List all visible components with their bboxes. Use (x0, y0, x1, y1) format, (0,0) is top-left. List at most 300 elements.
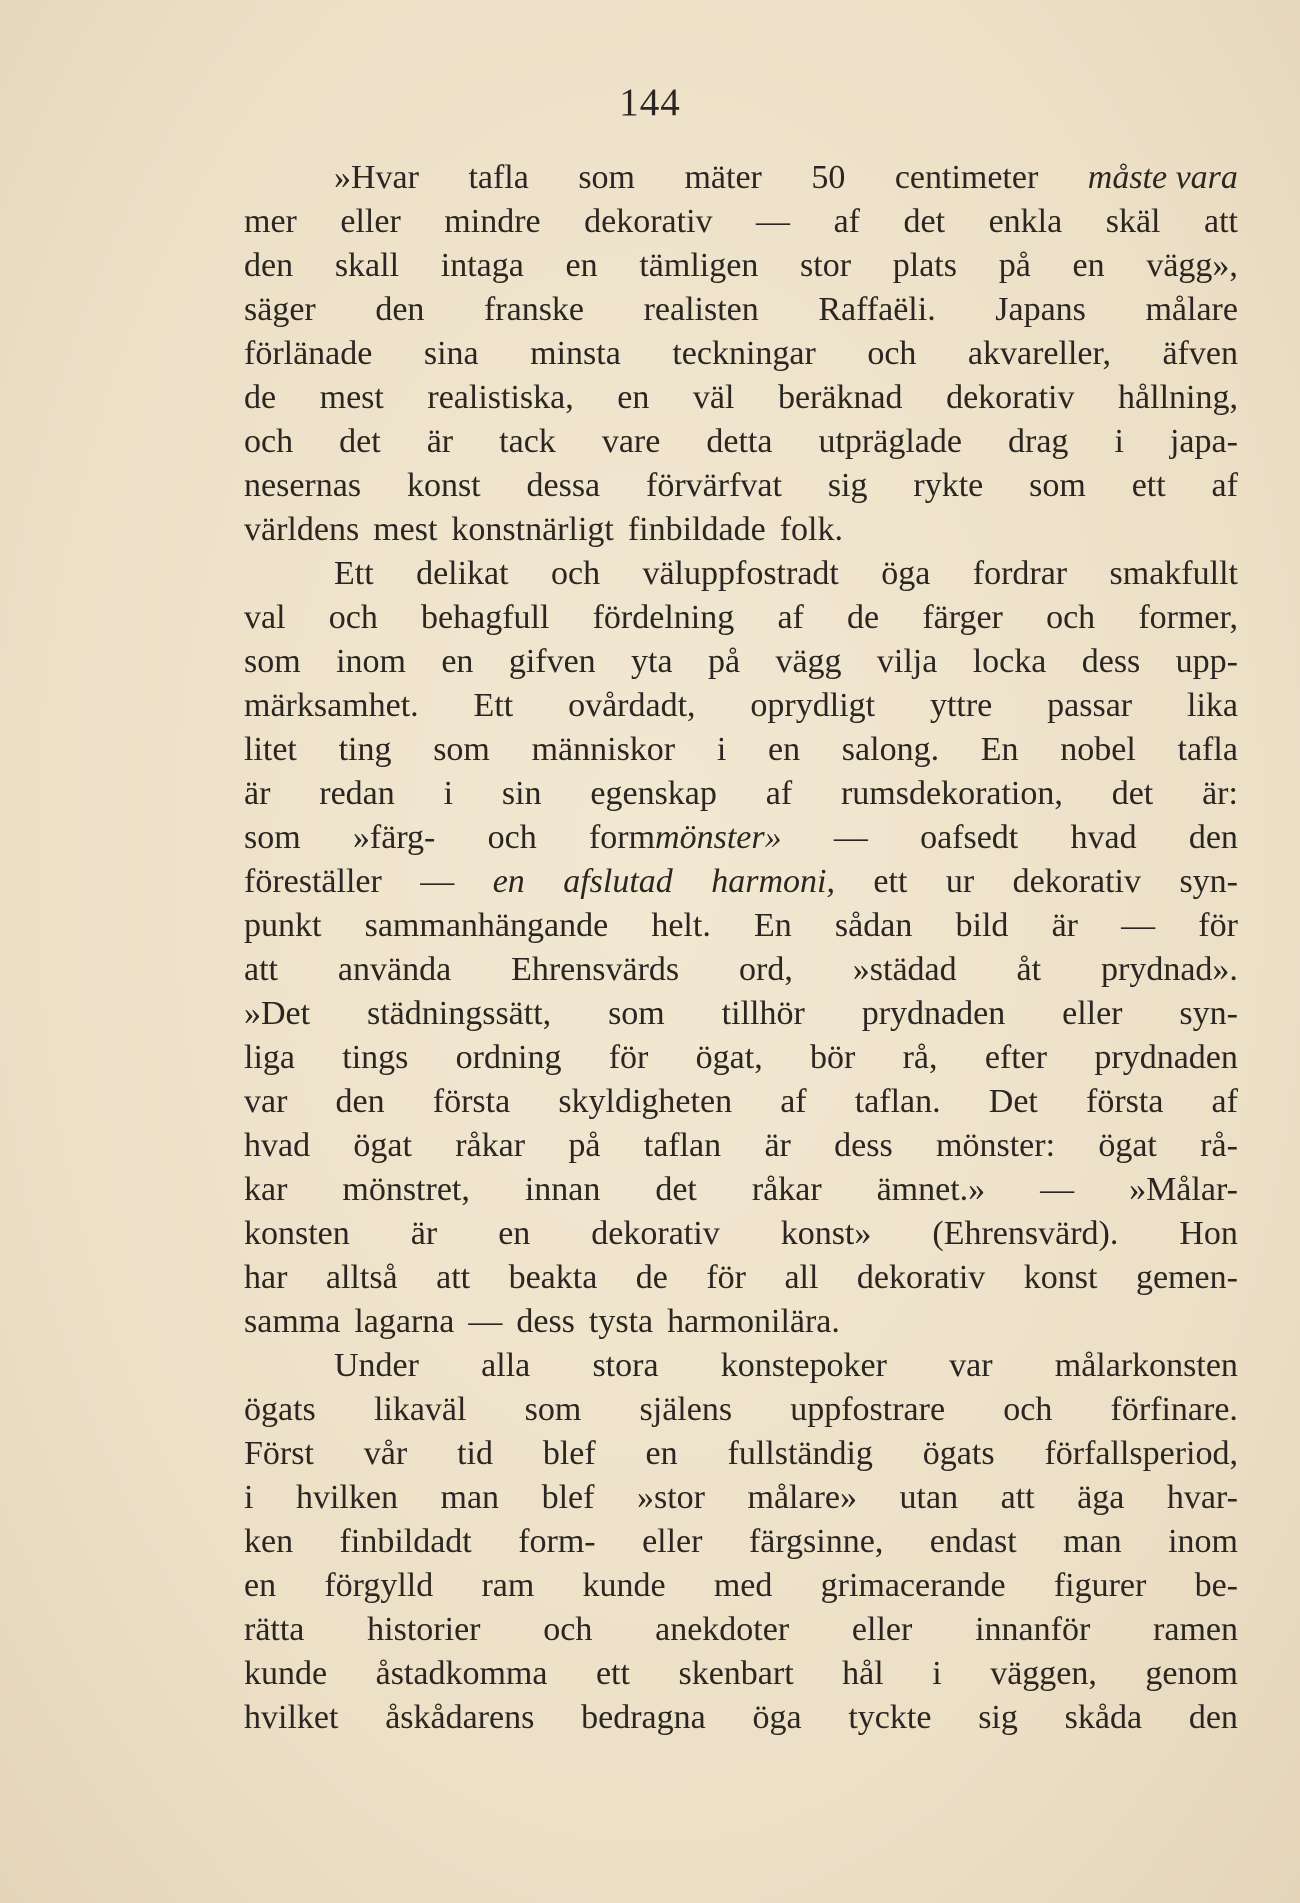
word-part: som (244, 643, 301, 680)
word (1198, 904, 1238, 948)
word-part: en (768, 731, 801, 768)
word-part: tafla (1177, 731, 1238, 768)
word (335, 244, 399, 288)
word (376, 1652, 548, 1696)
word-part: smakfullt (1109, 555, 1238, 592)
text-line (244, 728, 1238, 772)
word (708, 640, 740, 684)
word (451, 508, 613, 552)
word-part: finbildade (627, 511, 766, 548)
word (1195, 1564, 1238, 1608)
word-part: mest (373, 511, 438, 548)
word-part: hvilken (295, 1479, 398, 1516)
word-part: föreställer (244, 863, 382, 900)
word (881, 552, 930, 596)
word-part: enkla (988, 203, 1063, 240)
word (1146, 244, 1238, 288)
word-part: är (764, 1127, 791, 1164)
word-part: i (244, 1479, 254, 1516)
word (244, 1520, 293, 1564)
word (834, 816, 868, 860)
word (855, 1080, 941, 1124)
word-part: åskådarens (385, 1699, 535, 1736)
word-part: som (1029, 467, 1086, 504)
word (900, 1476, 959, 1520)
word-part: utpräglade (818, 423, 962, 460)
word (989, 200, 1063, 244)
word (364, 1432, 407, 1476)
word-part: genom (1145, 1655, 1238, 1692)
word-part: be- (1194, 1567, 1238, 1604)
word-part: drag (1008, 423, 1069, 460)
word (578, 156, 635, 200)
word-part: all (784, 1259, 819, 1296)
word (722, 992, 805, 1036)
word-part: syn- (1179, 995, 1238, 1032)
word-part: fullständig (727, 1435, 873, 1472)
word (775, 640, 841, 684)
word-part: efter (984, 1039, 1048, 1076)
word-part: samma (244, 1303, 341, 1340)
word-part: mest (319, 379, 384, 416)
word (568, 1124, 600, 1168)
word (244, 816, 301, 860)
word-part: en (498, 1215, 531, 1252)
word (342, 1168, 469, 1212)
word-part: dekorativ (591, 1215, 720, 1252)
word (672, 332, 816, 376)
word (920, 816, 1018, 860)
word-part: var (244, 1083, 288, 1120)
text-line (244, 552, 1238, 596)
word-part: sig (978, 1699, 1018, 1736)
word (558, 1080, 732, 1124)
word (968, 332, 1111, 376)
word (752, 1168, 822, 1212)
word-part: som (433, 731, 490, 768)
word-part: den (375, 291, 425, 328)
word (244, 1608, 304, 1652)
word (985, 1036, 1047, 1080)
word (1052, 904, 1078, 948)
word-part: på (998, 247, 1031, 284)
word-part: — (833, 819, 868, 856)
word-part: vilja (876, 643, 938, 680)
word-part: en (645, 1435, 678, 1472)
word-part: rumsdekoration, (840, 775, 1063, 812)
word (1145, 1652, 1238, 1696)
word (1189, 1696, 1238, 1740)
word (340, 1520, 472, 1564)
word-part: franske (483, 291, 585, 328)
word-part: minsta (530, 335, 621, 372)
word-part: delikat (416, 555, 509, 592)
word-part: färgsinne, (748, 1523, 884, 1560)
word-part: vår (363, 1435, 408, 1472)
word-part: världens (244, 511, 360, 548)
word (244, 1564, 276, 1608)
word-part: harmonilära. (667, 1303, 840, 1340)
text-line (244, 1036, 1238, 1080)
word-part: mönstret, (342, 1171, 470, 1208)
word (1179, 992, 1238, 1036)
word-part: historier (367, 1611, 481, 1648)
word (518, 1520, 595, 1564)
word-part: tack (499, 423, 556, 460)
word (320, 376, 384, 420)
word (319, 772, 395, 816)
word (244, 1124, 310, 1168)
word (596, 1652, 630, 1696)
text-line (244, 1564, 1238, 1608)
word (1013, 860, 1141, 904)
word (602, 420, 661, 464)
word-part: — (420, 863, 455, 900)
word (488, 816, 537, 860)
word-part: syn- (1179, 863, 1238, 900)
word (841, 772, 1063, 816)
word (244, 1036, 295, 1080)
word-part: form- (518, 1523, 596, 1560)
word (427, 376, 573, 420)
word-part: »stor (636, 1479, 705, 1516)
word-part: skenbart (678, 1655, 794, 1692)
word (481, 1564, 534, 1608)
word-part: finbildadt (339, 1523, 472, 1560)
word (1178, 728, 1238, 772)
word (651, 904, 710, 948)
word-part: »städad (852, 951, 957, 988)
text-line (244, 1212, 1238, 1256)
word-part: en (565, 247, 598, 284)
word-part: i (443, 775, 454, 812)
word-part: — (1040, 1171, 1075, 1208)
word (893, 244, 957, 288)
word (563, 860, 673, 904)
word (444, 772, 453, 816)
word (1086, 1080, 1163, 1124)
word-part: af (833, 203, 860, 240)
word (1094, 1036, 1238, 1080)
word-part: man (440, 1479, 500, 1516)
text-line (244, 1344, 1238, 1388)
word (416, 552, 509, 596)
word-part: en (617, 379, 650, 416)
word-part: väluppfostradt (642, 555, 839, 592)
word (525, 1168, 601, 1212)
word (973, 640, 1047, 684)
text-line (244, 1124, 1238, 1168)
word-part: den (1188, 819, 1238, 856)
word (1204, 200, 1238, 244)
word-part: sammanhängande (364, 907, 609, 944)
word-part: åstadkomma (375, 1655, 548, 1692)
word (834, 1124, 893, 1168)
word (590, 772, 717, 816)
word (244, 684, 419, 728)
word-part: för (1198, 907, 1238, 944)
word-part: hvar- (1166, 1479, 1238, 1516)
word (441, 1476, 500, 1520)
word-part: konsten (244, 1215, 350, 1252)
word-part: upp- (1175, 643, 1238, 680)
word (655, 1608, 789, 1652)
word-part: hvad (1070, 819, 1137, 856)
word (456, 1036, 562, 1080)
word (784, 1256, 818, 1300)
word-part: tings (342, 1039, 409, 1076)
word-part: och (244, 423, 294, 460)
word-part: skåda (1064, 1699, 1143, 1736)
text-line (244, 1256, 1238, 1300)
word (828, 464, 868, 508)
word-part: egenskap (590, 775, 717, 812)
word-part: skall (334, 247, 400, 284)
word (640, 1388, 733, 1432)
word (1114, 420, 1123, 464)
word (244, 288, 316, 332)
word-part: i (1114, 423, 1124, 460)
word-part: tysta (588, 1303, 654, 1340)
word-part: oprydligt (750, 687, 876, 724)
word (877, 1168, 986, 1212)
word (1167, 1476, 1238, 1520)
word (904, 200, 946, 244)
word-part: det (339, 423, 381, 460)
word (374, 1388, 467, 1432)
word (509, 1256, 598, 1300)
word (1176, 640, 1238, 684)
word (764, 1124, 790, 1168)
text-line (244, 156, 1238, 200)
word-part: af (777, 599, 804, 636)
text-line (244, 1432, 1238, 1476)
word-part: åt (1016, 951, 1042, 988)
word (1062, 992, 1122, 1036)
word-part: förfinare. (1110, 1391, 1238, 1428)
word (753, 1696, 802, 1740)
word (1189, 816, 1238, 860)
word (873, 860, 907, 904)
word-part: likaväl (373, 1391, 467, 1428)
word (636, 1256, 668, 1300)
word (848, 1696, 931, 1740)
word (748, 1476, 858, 1520)
word-part: märksamhet. (244, 687, 419, 724)
word-part: En (753, 907, 792, 944)
word-part: ramen (1153, 1611, 1238, 1648)
word (385, 1696, 534, 1740)
word-part: en (244, 1567, 277, 1604)
word (932, 1652, 941, 1696)
word (244, 464, 361, 508)
word-part: öga (752, 1699, 802, 1736)
word-part: äga (1077, 1479, 1125, 1516)
word-part: ordning (455, 1039, 562, 1076)
word-part: realisten (643, 291, 759, 328)
word (930, 1520, 1017, 1564)
word-part: ämnet.» (876, 1171, 986, 1208)
word-part: kunde (244, 1655, 328, 1692)
word-part: Ett (473, 687, 514, 724)
word-part: färger (922, 599, 1003, 636)
word (930, 684, 992, 728)
word (502, 772, 542, 816)
word-part: utan (899, 1479, 959, 1516)
word (1202, 772, 1238, 816)
word (244, 200, 297, 244)
word (433, 1080, 510, 1124)
word-part: som (244, 819, 301, 856)
word (946, 860, 974, 904)
word-part: en (1072, 247, 1105, 284)
word-part: eller (642, 1523, 703, 1560)
word (244, 728, 297, 772)
word-part: och (550, 555, 601, 592)
text-line (244, 332, 1238, 376)
word (862, 992, 1006, 1036)
word (542, 1476, 595, 1520)
word-part: behagfull (421, 599, 550, 636)
word-part: prydnaden (1094, 1039, 1238, 1076)
word-part: använda (337, 951, 452, 988)
word-part: taflan. (854, 1083, 941, 1120)
word (244, 508, 359, 552)
word (1112, 772, 1154, 816)
word-part: städningssätt, (367, 995, 552, 1032)
word-part: inom (1168, 1523, 1238, 1560)
word-part: ögat, (695, 1039, 763, 1076)
word (244, 992, 310, 1036)
word (441, 640, 473, 684)
word-part: litet (244, 731, 297, 768)
word-part: mönster» (655, 819, 782, 856)
word (975, 1608, 1090, 1652)
word-part: konst» (780, 1215, 872, 1252)
word (244, 1476, 253, 1520)
word (367, 992, 551, 1036)
word (834, 200, 860, 244)
word-part: grimacerande (820, 1567, 1006, 1604)
word (244, 1080, 287, 1124)
word-part: oafsedt (920, 819, 1019, 856)
word-part: centimeter (894, 159, 1039, 196)
word-part: folk. (779, 511, 843, 548)
word-part: dekorativ (856, 1259, 986, 1296)
word (739, 948, 793, 992)
word (1129, 1168, 1238, 1212)
word (244, 904, 321, 948)
word-part: första (432, 1083, 511, 1120)
word-part: första (1086, 1083, 1164, 1120)
word (1145, 288, 1238, 332)
word-part: Hon (1179, 1215, 1238, 1252)
word (646, 464, 782, 508)
word (1179, 1212, 1238, 1256)
word-part: vägg (775, 643, 842, 680)
word-part: för (706, 1259, 746, 1296)
word-part: bör (810, 1039, 856, 1076)
word (329, 596, 378, 640)
word (678, 1652, 793, 1696)
word (1200, 1124, 1238, 1168)
word (509, 640, 596, 684)
word-part: ovårdadt, (568, 687, 696, 724)
word-part: — (1121, 907, 1156, 944)
word-part: detta (706, 423, 773, 460)
text-line (244, 1300, 1238, 1344)
word (852, 1608, 912, 1652)
word-part: sig (827, 467, 868, 504)
word (1029, 464, 1086, 508)
word-part: tid (457, 1435, 493, 1472)
word (244, 1652, 327, 1696)
word-part: råkar (751, 1171, 822, 1208)
text-line (244, 508, 1238, 552)
word (499, 420, 556, 464)
word-part: de (244, 379, 277, 416)
word-part: är (1051, 907, 1078, 944)
word-part: ur (945, 863, 975, 900)
word (1008, 420, 1068, 464)
word (956, 904, 1009, 948)
word (693, 376, 735, 420)
word-part: lagarna (354, 1303, 455, 1340)
word (842, 1652, 884, 1696)
word-part: vägg», (1146, 247, 1238, 284)
word-part: är (244, 775, 271, 812)
word-part: och (1003, 1391, 1053, 1428)
word (1054, 1564, 1147, 1608)
word (468, 1300, 502, 1344)
word-part: salong. (841, 731, 940, 768)
word-part: väl (692, 379, 735, 416)
text-line (244, 1696, 1238, 1740)
word-part: förlänade (244, 335, 373, 372)
word (766, 772, 792, 816)
word (353, 1124, 412, 1168)
word-part: plats (892, 247, 957, 284)
word-part: ögat (353, 1127, 412, 1164)
word (1110, 552, 1238, 596)
word (244, 596, 286, 640)
word (589, 1300, 653, 1344)
word (644, 288, 759, 332)
word (1082, 640, 1141, 684)
word (433, 728, 490, 772)
word (728, 1432, 873, 1476)
word (667, 1300, 840, 1344)
word-part: har (244, 1259, 288, 1296)
word (1055, 1344, 1238, 1388)
word (655, 1168, 697, 1212)
word (481, 1344, 530, 1388)
word (336, 1080, 385, 1124)
word (334, 552, 374, 596)
word-part: de (635, 1259, 668, 1296)
word (593, 596, 735, 640)
word (1024, 1256, 1098, 1300)
word-part: gifven (508, 643, 596, 680)
word (642, 552, 838, 596)
word-part: ett (1131, 467, 1166, 504)
word-part: former, (1138, 599, 1238, 636)
word (714, 1564, 773, 1608)
word-part: liga (244, 1039, 295, 1076)
text-line (244, 1388, 1238, 1432)
word (530, 332, 621, 376)
word-part: locka (972, 643, 1047, 680)
